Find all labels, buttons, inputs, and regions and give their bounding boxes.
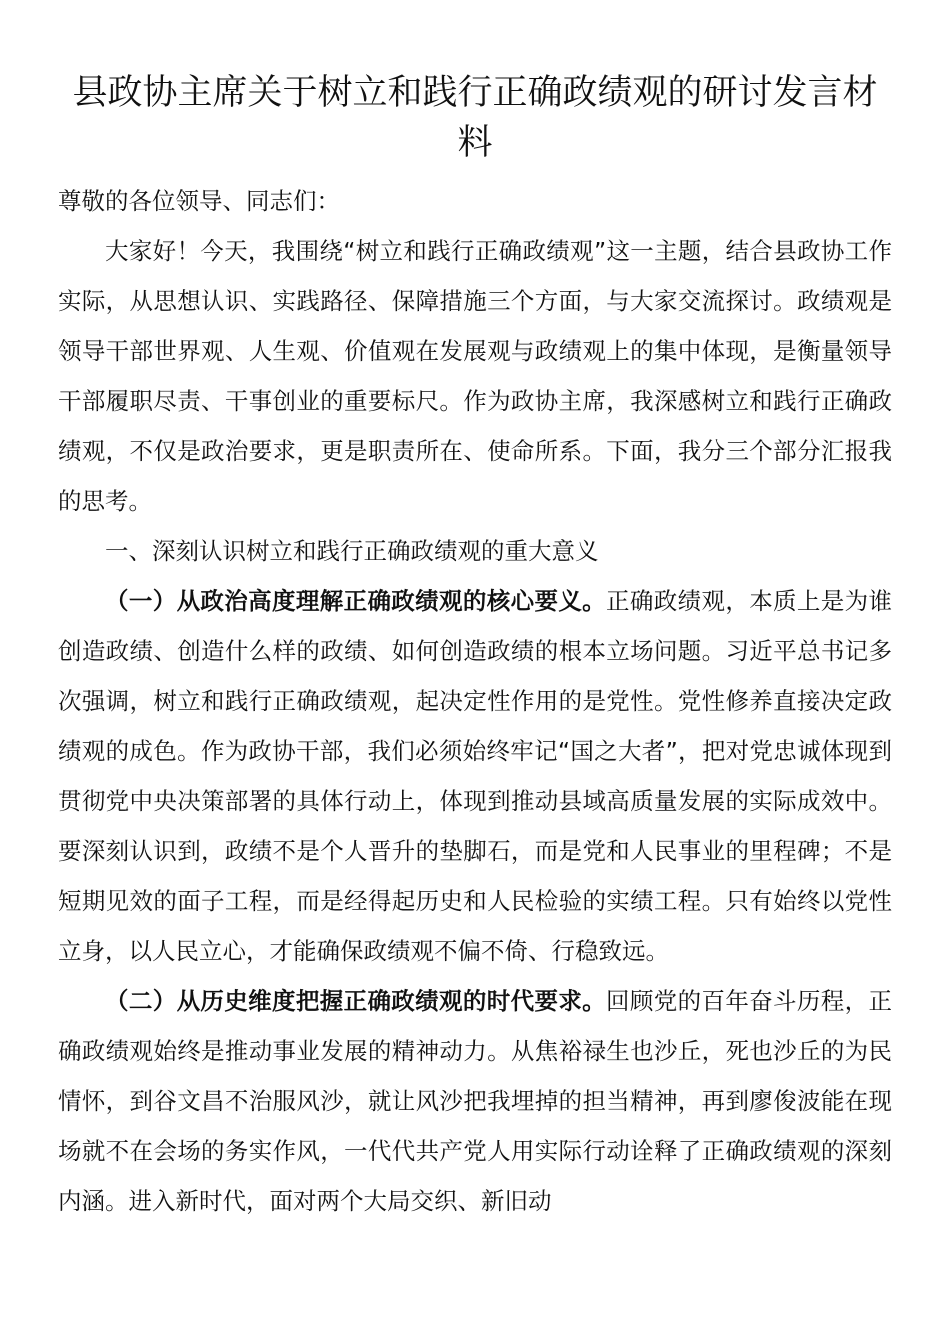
paragraph-2 [58, 976, 892, 1226]
paragraph-2-lead: （二）从历史维度把握正确政绩观的时代要求。 [105, 987, 607, 1015]
paragraph-1-lead: （一）从政治高度理解正确政绩观的核心要义。 [105, 587, 607, 615]
paragraph-2-body: 回顾党的百年奋斗历程，正确政绩观始终是推动事业发展的精神动力。从焦裕禄生也沙丘，死也沙丘的为民情怀，到谷文昌不治服风沙，就让风沙把我埋掉的担当精神，再到廖俊波能在现场就不在会场的务实作风，一代代共产党人用实际行动诠释了正确政绩观的深刻内涵。进入新时代，面对两个大局交织、新旧动 [58, 987, 892, 1215]
document-page [58, 68, 892, 1226]
intro-paragraph: 大家好！今天，我围绕“树立和践行正确政绩观”这一主题，结合县政协工作实际，从思想认识、实践路径、保障措施三个方面，与大家交流探讨。政绩观是领导干部世界观、人生观、价值观在发展观与政绩观上的集中体现，是衡量领导干部履职尽责、干事创业的重要标尺。作为政协主席，我深感树立和践行正确政绩观，不仅是政治要求，更是职责所在、使命所系。下面，我分三个部分汇报我的思考。 [58, 237, 892, 515]
paragraph-1-body: 正确政绩观，本质上是为谁创造政绩、创造什么样的政绩、如何创造政绩的根本立场问题。习近平总书记多次强调，树立和践行正确政绩观，起决定性作用的是党性。党性修养直接决定政绩观的成色。作为政协干部，我们必须始终牢记“国之大者”，把对党忠诚体现到贯彻党中央决策部署的具体行动上，体现到推动县域高质量发展的实际成效中。要深刻认识到，政绩不是个人晋升的垫脚石，而是党和人民事业的里程碑；不是短期见效的面子工程，而是经得起历史和人民检验的实绩工程。只有始终以党性立身，以人民立心，才能确保政绩观不偏不倚、行稳致远。 [58, 587, 892, 965]
section-heading-1: 一、深刻认识树立和践行正确政绩观的重大意义 [105, 537, 599, 565]
salutation: 尊敬的各位领导、同志们： [58, 187, 340, 215]
paragraph-1 [58, 576, 892, 976]
document-title: 县政协主席关于树立和践行正确政绩观的研讨发言材料 [72, 73, 878, 163]
